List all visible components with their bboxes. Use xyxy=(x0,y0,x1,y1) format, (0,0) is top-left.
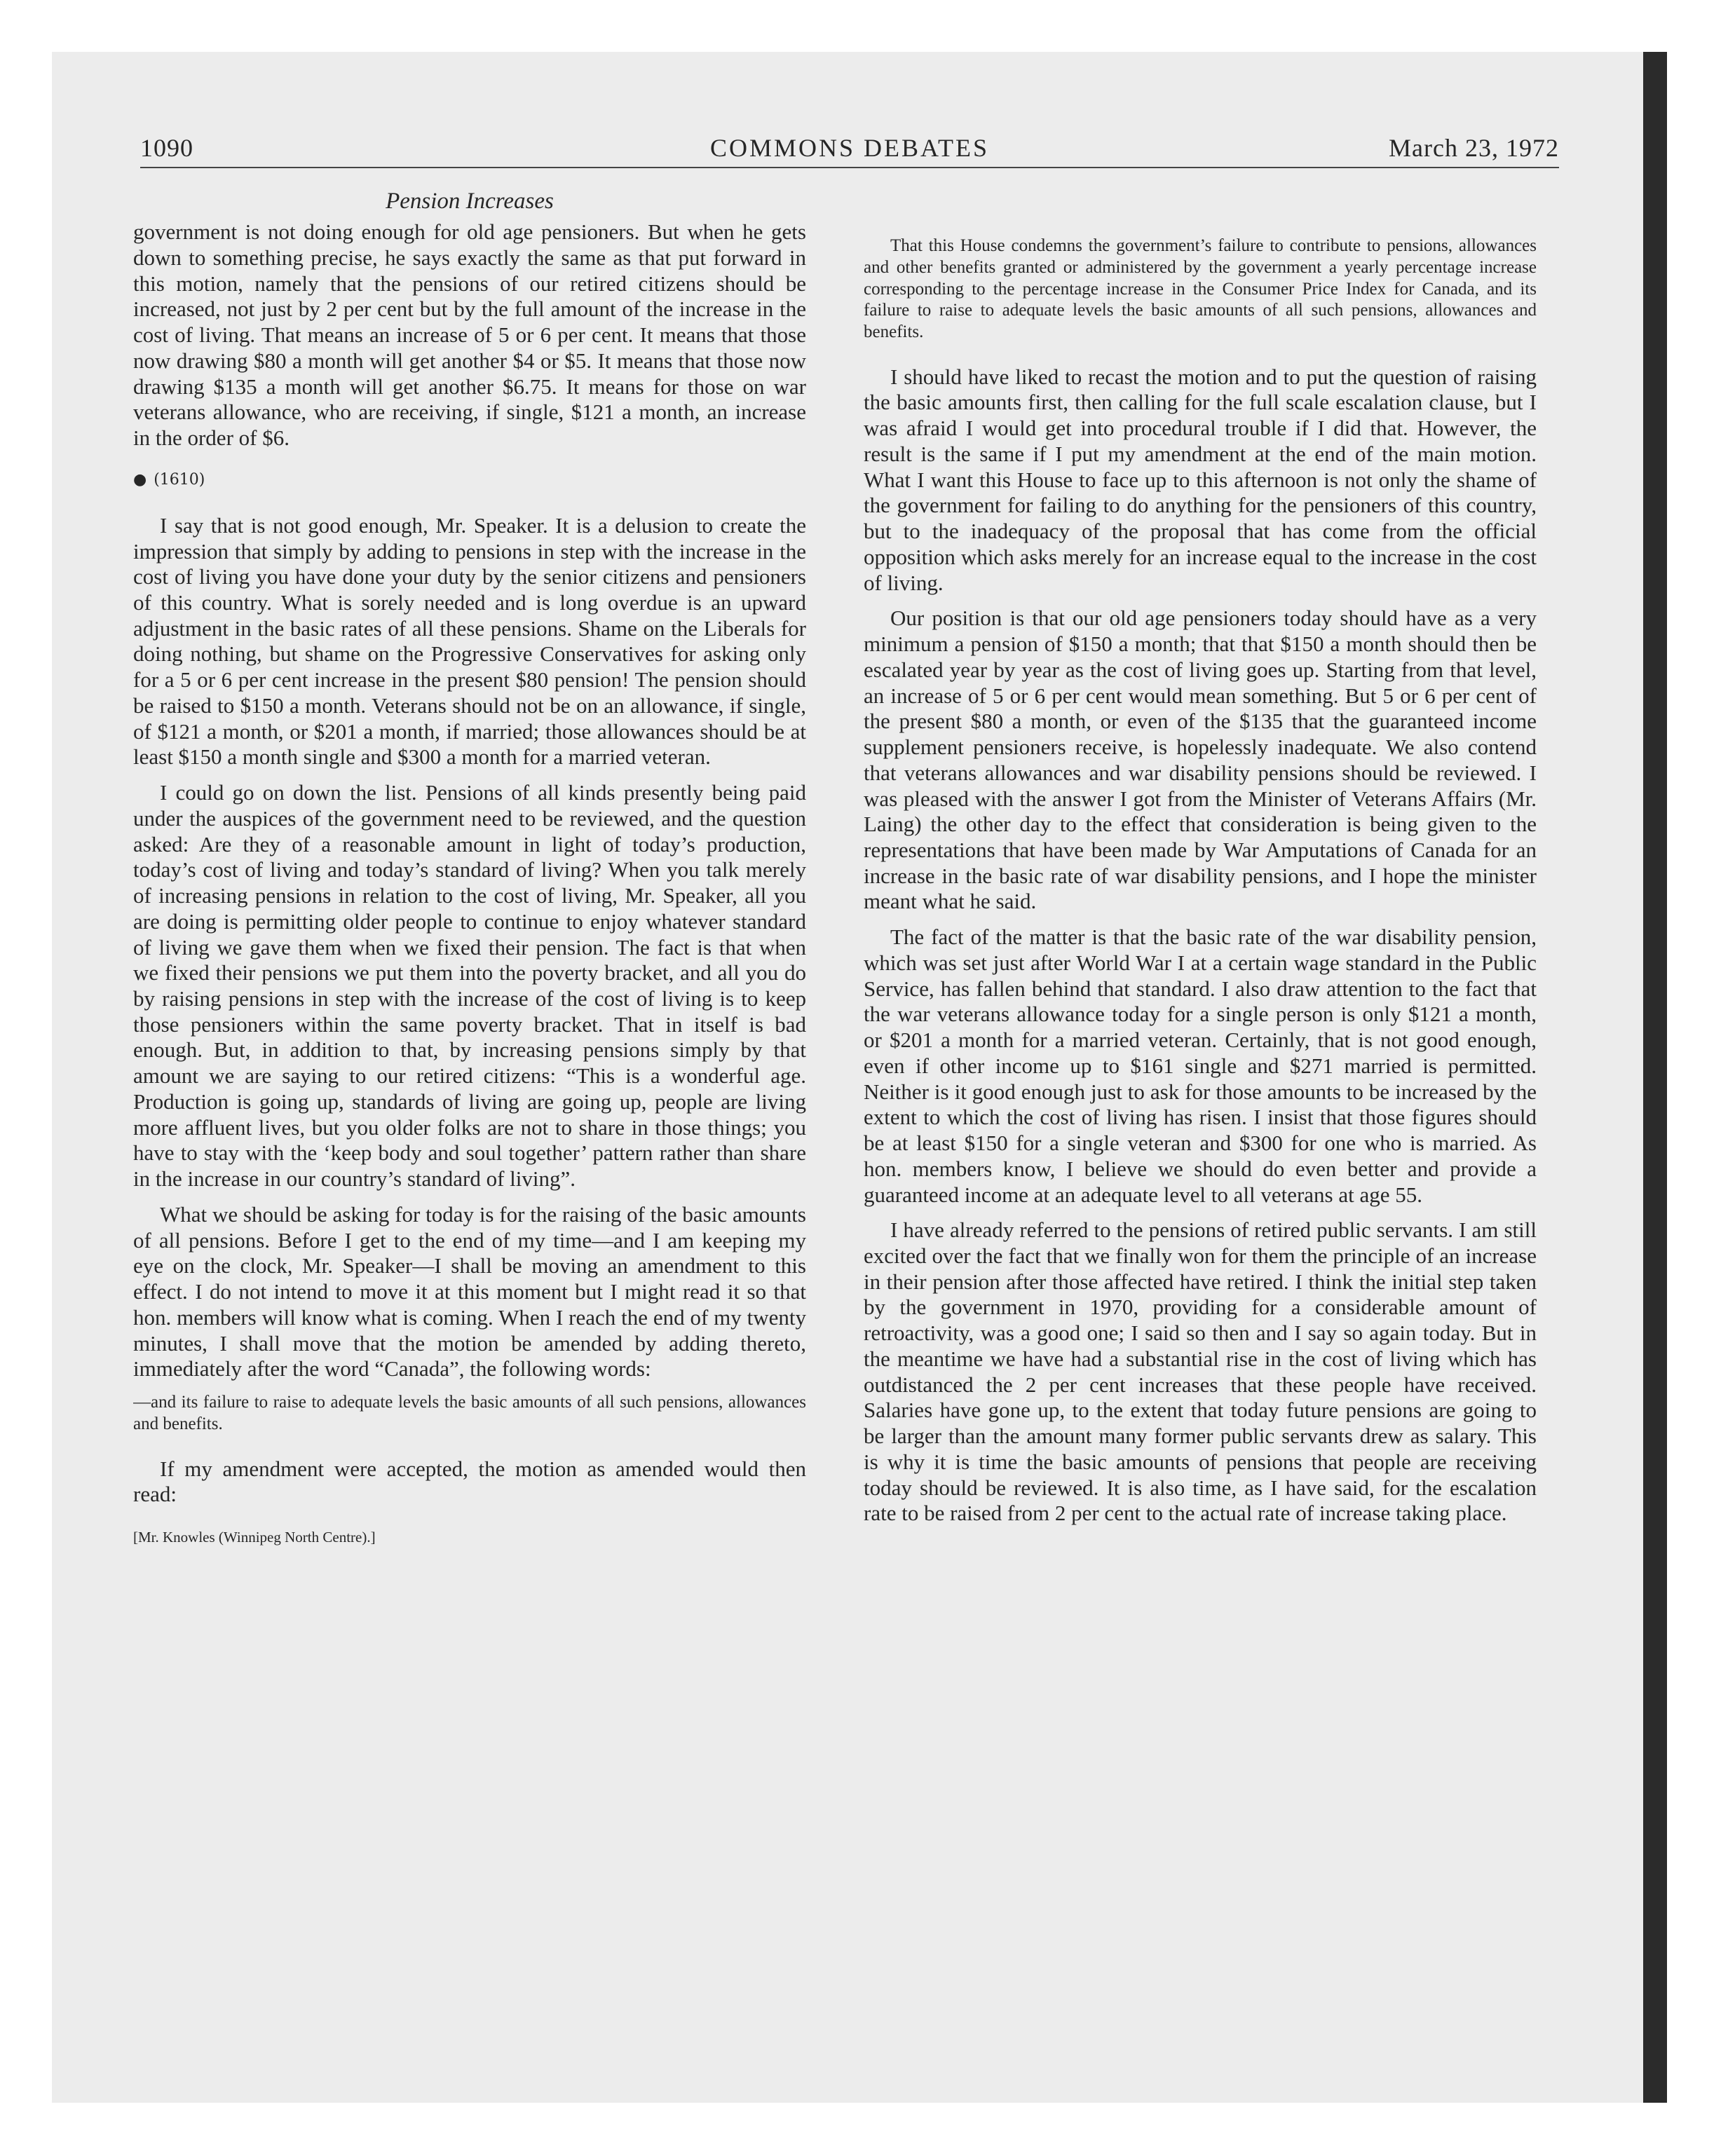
paragraph: Our position is that our old age pensioners today should have as a very minimum a pension of $150 a month; that that $150 a month should then be escalated year by year as the cost of living goes up. Starting from that level, an increase of 5 or 6 per cent would mean something. But 5 or 6 per cent of the present $80 a month, or even of the $135 that the guaranteed income supplement pensioners receive, is hopelessly inadequate. We also contend that veterans allowances and war disability pensions should be reviewed. I was pleased with the answer I got from the Minister of Veterans Affairs (Mr. Laing) the other day to the effect that consideration is being given to the representations that have been made by War Amputations of Canada for an increase in the basic rate of war disability pensions, and I hope the minister meant what he said. xyxy=(864,606,1537,914)
right-column xyxy=(864,228,1537,1995)
paragraph: What we should be asking for today is for the raising of the basic amounts of all pensions. Before I get to the end of my time—and I am keeping my eye on the clock, Mr. Speaker—I shall be moving an amendment to this effect. I do not intend to move it at this moment but I might read it so that hon. members will know what is coming. When I reach the end of my twenty minutes, I shall move that the motion be amended by adding thereto, immediately after the word “Canada”, the following words: xyxy=(133,1201,806,1381)
amendment-quote: —and its failure to raise to adequate levels the basic amounts of all such pensions, allowances and benefits. xyxy=(133,1393,806,1433)
paragraph: government is not doing enough for old age pensioners. But when he gets down to something precise, he says exactly the same as that put forward in this motion, namely that the pensions of our retired citizens should be increased, not just by 2 per cent but by the full amount of the increase in the cost of living. That means an increase of 5 or 6 per cent. It means that those now drawing $80 a month will get another $4 or $5. It means that those now drawing $135 a month will get another $6.75. It means for those on war veterans allowance, who are receiving, if single, $121 a month, an increase in the order of $6. xyxy=(133,219,806,450)
motion-quote: That this House condemns the government’s failure to contribute to pensions, allowances and other benefits granted or administered by the government a yearly percentage increase corresponding to the percentage increase in the Consumer Price Index for Canada, and its failure to raise to adequate levels the basic amounts of all such pensions, allowances and benefits. xyxy=(864,236,1537,341)
page-number: 1090 xyxy=(140,134,193,162)
paragraph: I say that is not good enough, Mr. Speaker. It is a delusion to create the impression that simply by adding to pensions in step with the increase in the cost of living you have done your duty by the senior citizens and pensioners of this country. What is sorely needed and is long overdue is an upward adjustment in the basic rates of all these pensions. Shame on the Liberals for doing nothing, but shame on the Progressive Conservatives for asking only for a 5 or 6 per cent increase in the present $80 pension! The pension should be raised to $150 a month. Veterans should not be on an allowance, if single, of $121 a month, or $201 a month, if married; those allowances should be at least $150 a month single and $300 a month for a married veteran. xyxy=(133,512,806,770)
section-title: Pension Increases xyxy=(386,189,554,214)
binding-edge xyxy=(1643,52,1667,2103)
running-head xyxy=(140,130,1559,168)
issue-date: March 23, 1972 xyxy=(1389,134,1559,162)
speaker-attribution: [Mr. Knowles (Winnipeg North Centre).] xyxy=(133,1528,376,1546)
bullet-icon: ● xyxy=(133,470,147,489)
paragraph: I should have liked to recast the motion and to put the question of raising the basic amounts first, then calling for the full scale escalation clause, but I was afraid I would get into procedural trouble if I did that. However, the result is the same if I put my amendment at the end of the main motion. What I want this House to face up to this afternoon is not only the shame of the government for failing to do anything for the pensioners of this country, but to the inadequacy of the proposal that has come from the official opposition which asks merely for an increase equal to the increase in the cost of living. xyxy=(864,364,1537,595)
paragraph: I could go on down the list. Pensions of all kinds presently being paid under the auspices of the government need to be reviewed, and the question asked: Are they of a reasonable amount in light of today’s production, today’s cost of living and today’s standard of living? When you talk merely of increasing pensions in relation to the cost of living, Mr. Speaker, all you are doing is permitting older people to continue to enjoy whatever standard of living we gave them when we fixed their pension. The fact is that when we fixed their pensions we put them into the poverty bracket, and all you do by raising pensions in step with the increase of the cost of living is to keep those pensioners within the same poverty bracket. That in itself is bad enough. But, in addition to that, by increasing pensions simply by that amount we are saying to our retired citizens: “This is a wonderful age. Production is going up, standards of living are going up, people are living more affluent lives, but you older folks are not to share in those things; you have to stay with the ‘keep body and soul together’ pattern rather than share in the increase in our country’s standard of living”. xyxy=(133,780,806,1192)
paragraph: I have already referred to the pensions of retired public servants. I am still excited over the fact that we finally won for them the principle of an increase in their pension after those affected have retired. I think the initial step taken by the government in 1970, providing for a considerable amount of retroactivity, was a good one; I said so then and I say so again today. But in the meantime we have had a substantial rise in the cost of living which has outdistanced the 2 per cent increases that these people have received. Salaries have gone up, to the extent that today future pensions are going to be larger than the amount many former public servants drew as salary. This is why it is time the basic amounts of pensions that people are receiving today should be reviewed. It is also time, as I have said, for the escalation rate to be raised from 2 per cent to the actual rate of increase taking place. xyxy=(864,1217,1537,1526)
time-marker-text: (1610) xyxy=(154,470,205,489)
paragraph: If my amendment were accepted, the motion as amended would then read: xyxy=(133,1456,806,1507)
paragraph: The fact of the matter is that the basic rate of the war disability pension, which was set just after World War I at a certain wage standard in the Public Service, has fallen behind that standard. I also draw attention to the fact that the war veterans allowance today for a single person is only $121 a month, or $201 a month for a married veteran. Certainly, that is not good enough, even if other income up to $161 single and $271 married is permitted. Neither is it good enough just to ask for those amounts to be increased by the extent to which the cost of living has risen. I insist that those figures should be at least $150 for a single veteran and $300 for one who is married. As hon. members know, I believe we should do even better and provide a guaranteed income at an adequate level to all veterans at age 55. xyxy=(864,925,1537,1207)
time-marker xyxy=(133,471,806,489)
publication-title: COMMONS DEBATES xyxy=(709,134,990,162)
left-column xyxy=(133,188,806,1954)
